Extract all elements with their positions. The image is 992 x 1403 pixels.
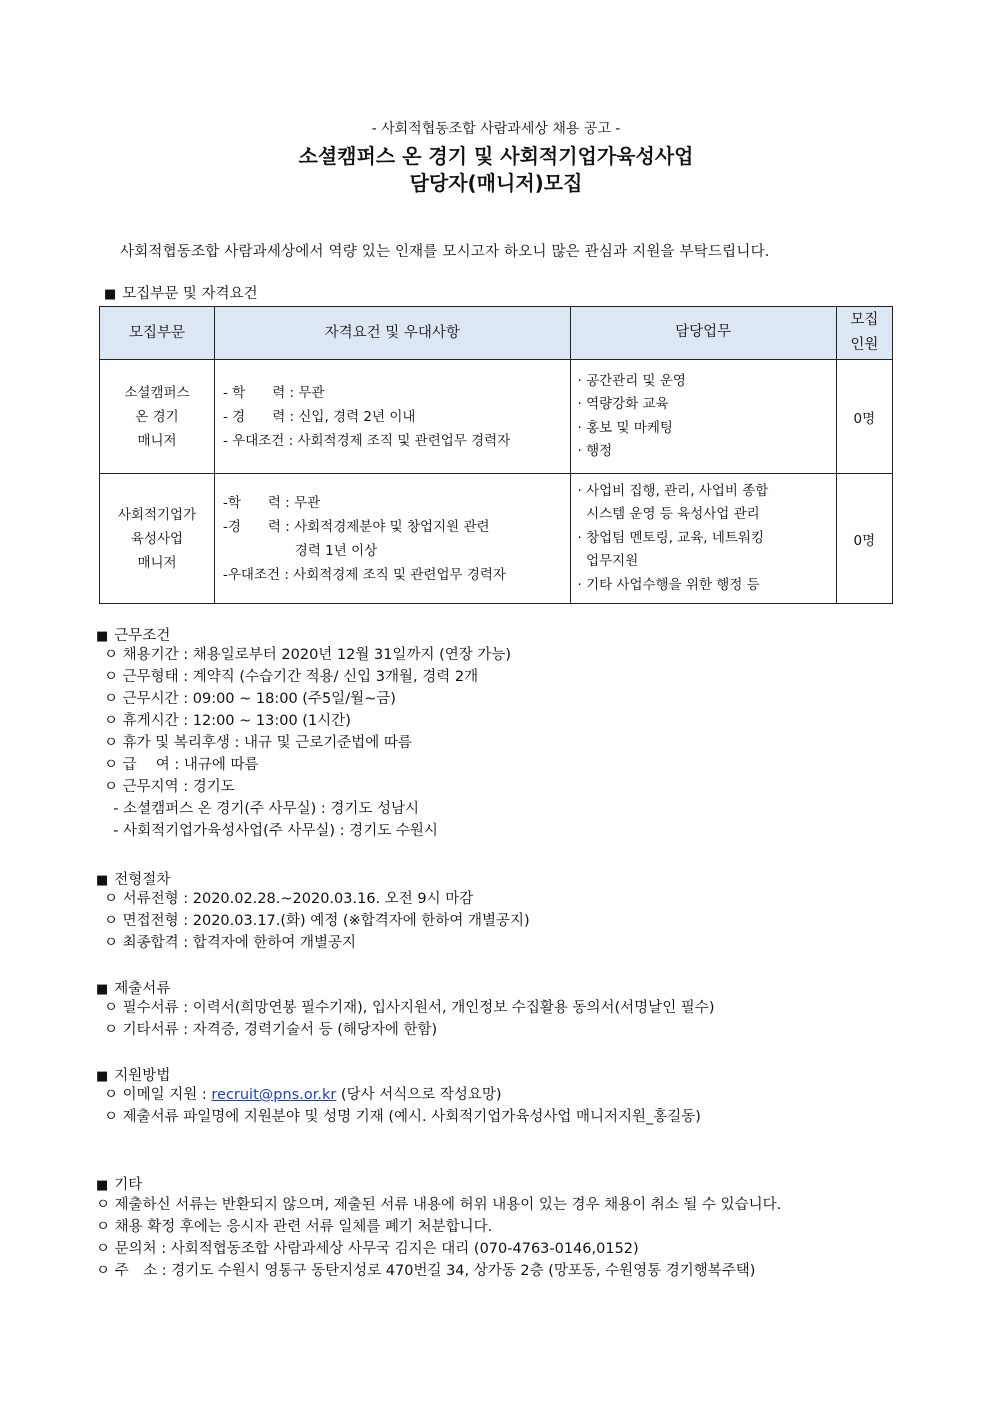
table-header-row: [100, 307, 893, 360]
count-cell: 0명: [836, 474, 892, 604]
work-conditions-list: [104, 644, 511, 842]
requirements-cell: -학 력 : 무관 -경 력 : 사회적경제분야 및 창업지원 관련 경력 1년 이상 -우대조건 : 사회적경제 조직 및 관련업무 경력자: [215, 474, 571, 604]
list-item: ㅇ 급 여 : 내규에 따름: [104, 757, 259, 773]
square-bullet-icon: ■: [96, 873, 109, 888]
list-item: - 소셜캠퍼스 온 경기(주 사무실) : 경기도 성남시: [104, 801, 420, 817]
list-item: ㅇ 제출하신 서류는 반환되지 않으며, 제출된 서류 내용에 허위 내용이 있는 경우 채용이 취소 될 수 있습니다.: [96, 1197, 782, 1213]
list-item: ㅇ 근무지역 : 경기도: [104, 779, 235, 795]
list-item: ㅇ 기타서류 : 자격증, 경력기술서 등 (해당자에 한함): [104, 1022, 438, 1038]
section-heading-work: ■ 근무조건: [96, 628, 171, 644]
section-heading-recruit: ■ 모집부문 및 자격요건: [104, 286, 258, 302]
list-item: ㅇ 필수서류 : 이력서(희망연봉 필수기재), 입사지원서, 개인정보 수집활용 동의서(서명날인 필수): [104, 1000, 715, 1016]
list-item: ㅇ 서류전형 : 2020.02.28.~2020.03.16. 오전 9시 마감: [104, 891, 474, 907]
list-item: ㅇ 근무시간 : 09:00 ~ 18:00 (주5일/월~금): [104, 691, 396, 707]
duties-cell: · 공간관리 및 운영 · 역량강화 교육 · 홍보 및 마케팅 · 행정: [571, 360, 836, 474]
header-dept: 모집부문: [100, 307, 215, 360]
email-link[interactable]: recruit@pns.or.kr: [211, 1087, 337, 1103]
notice-subtitle: - 사회적협동조합 사람과세상 채용 공고 -: [371, 121, 621, 137]
table-row: [100, 360, 893, 474]
list-item: ㅇ 채용 확정 후에는 응시자 관련 서류 일체를 폐기 처분합니다.: [96, 1219, 493, 1235]
square-bullet-icon: ■: [96, 982, 109, 997]
requirements-table: [99, 306, 893, 604]
list-item: ㅇ 문의처 : 사회적협동조합 사람과세상 사무국 김지은 대리 (070-4763-0146,0152): [96, 1241, 639, 1257]
page-title-line2: 담당자(매니저)모집: [409, 171, 583, 195]
section-heading-apply: ■ 지원방법: [96, 1068, 171, 1084]
header-duties: 담당업무: [571, 307, 836, 360]
count-cell: 0명: [836, 360, 892, 474]
list-item: ㅇ 이메일 지원 : recruit@pns.or.kr (당사 서식으로 작성요망): [104, 1087, 502, 1103]
square-bullet-icon: ■: [104, 287, 117, 302]
list-item: ㅇ 주 소 : 경기도 수원시 영통구 동탄지성로 470번길 34, 상가동 2층 (망포동, 수원영통 경기행복주택): [96, 1263, 756, 1279]
list-item: ㅇ 제출서류 파일명에 지원분야 및 성명 기재 (예시. 사회적기업가육성사업 매니저지원_홍길동): [104, 1109, 701, 1125]
square-bullet-icon: ■: [96, 1069, 109, 1084]
section-heading-etc: ■ 기타: [96, 1177, 143, 1193]
intro-text: 사회적협동조합 사람과세상에서 역량 있는 인재를 모시고자 하오니 많은 관심과 지원을 부탁드립니다.: [120, 244, 770, 260]
header-count: 모집 인원: [836, 307, 892, 360]
list-item: ㅇ 휴게시간 : 12:00 ~ 13:00 (1시간): [104, 713, 351, 729]
duties-cell: · 사업비 집행, 관리, 사업비 종합 시스템 운영 등 육성사업 관리 · 창업팀 멘토링, 교육, 네트워킹 업무지원 · 기타 사업수행을 위한 행정 등: [571, 474, 836, 604]
process-list: [104, 888, 530, 954]
list-item: ㅇ 면접전형 : 2020.03.17.(화) 예정 (※합격자에 한하여 개별공지): [104, 913, 530, 929]
square-bullet-icon: ■: [96, 1178, 109, 1193]
list-item: ㅇ 근무형태 : 계약직 (수습기간 적용/ 신입 3개월, 경력 2개: [104, 669, 479, 685]
square-bullet-icon: ■: [96, 629, 109, 644]
dept-cell: 소셜캠퍼스 온 경기 매니저: [100, 360, 215, 474]
header-requirements: 자격요건 및 우대사항: [215, 307, 571, 360]
list-item: ㅇ 최종합격 : 합격자에 한하여 개별공지: [104, 935, 357, 951]
section-heading-docs: ■ 제출서류: [96, 981, 171, 997]
page-title: 소셜캠퍼스 온 경기 및 사회적기업가육성사업: [298, 144, 694, 168]
list-item: ㅇ 휴가 및 복리후생 : 내규 및 근로기준법에 따름: [104, 735, 412, 751]
docs-list: [104, 997, 714, 1041]
section-heading-process: ■ 전형절차: [96, 872, 171, 888]
requirements-cell: - 학 력 : 무관 - 경 력 : 신입, 경력 2년 이내 - 우대조건 : 사회적경제 조직 및 관련업무 경력자: [215, 360, 571, 474]
etc-list: [96, 1194, 781, 1282]
dept-cell: 사회적기업가 육성사업 매니저: [100, 474, 215, 604]
list-item: - 사회적기업가육성사업(주 사무실) : 경기도 수원시: [104, 823, 438, 839]
list-item: ㅇ 채용기간 : 채용일로부터 2020년 12월 31일까지 (연장 가능): [104, 647, 512, 663]
apply-list: [104, 1084, 701, 1128]
table-row: [100, 474, 893, 604]
